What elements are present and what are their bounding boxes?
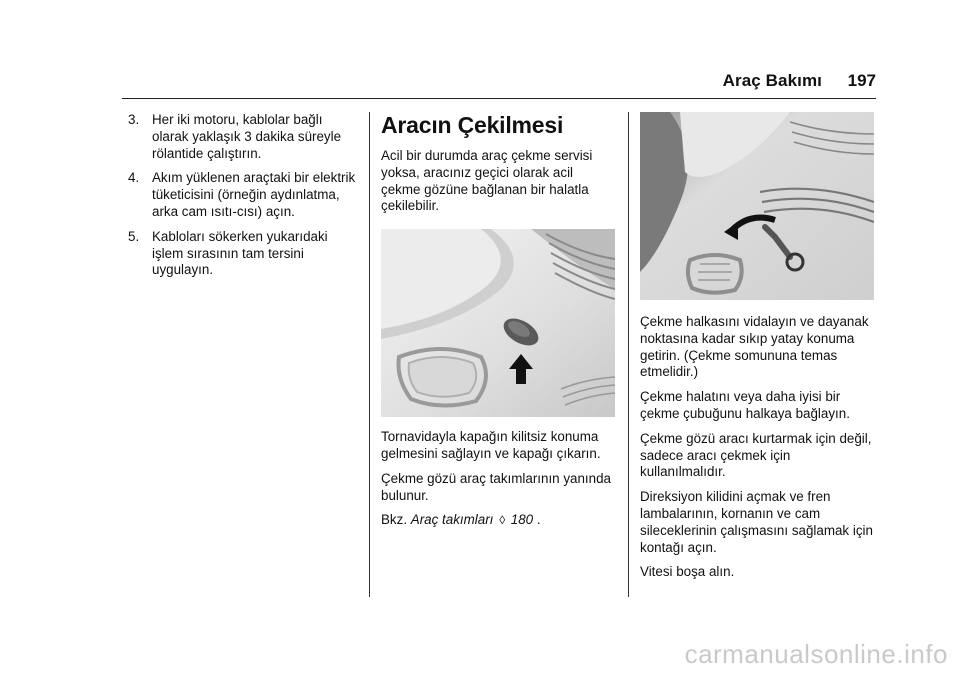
step-text: Akım yüklenen araçtaki bir elektrik tüketicisini (örneğin aydınlatma, arka cam ısıtı-cısı) açın. xyxy=(152,170,356,219)
list-item xyxy=(128,170,356,220)
column-divider-left xyxy=(369,112,370,597)
ref-link-arac-takimlari[interactable]: Araç takımları ◊ 180 xyxy=(410,512,534,528)
step-text: Kabloları sökerken yukarıdaki işlem sırasının tam tersini uygulayın. xyxy=(152,228,328,278)
page-header-title: Araç Bakımı xyxy=(722,71,822,90)
column-divider-right xyxy=(628,112,629,597)
step-number: 4. xyxy=(128,170,140,186)
watermark: carmanualsonline.info xyxy=(684,639,948,669)
instruction-paragraph: Çekme halkasını vidalayın ve dayanak noktasına kadar sıkıp yatay konuma getirin. (Çekme somununa temas etmelidir.) xyxy=(640,314,869,380)
cross-reference xyxy=(381,512,615,529)
steps-list xyxy=(128,112,356,279)
ref-suffix: . xyxy=(536,512,541,528)
instruction-paragraph: Çekme gözü araç takımlarının yanında bulunur. xyxy=(381,470,611,503)
step-number: 3. xyxy=(128,112,140,127)
step-text: Her iki motoru, kablolar bağlı olarak yaklaşık 3 dakika süreyle rölantide çalıştırın. xyxy=(152,112,342,161)
header-rule xyxy=(122,98,876,99)
instruction-paragraph: Çekme halatını veya daha iyisi bir çekme çubuğunu halkaya bağlayın. xyxy=(640,389,850,421)
list-item xyxy=(128,229,356,279)
instruction-paragraph: Çekme gözü aracı kurtarmak için değil, sadece aracı çekmek için kullanılmalıdır. xyxy=(640,430,872,480)
instruction-paragraph: Tornavidayla kapağın kilitsiz konuma gelmesini sağlayın ve kapağı çıkarın. xyxy=(381,429,601,461)
list-item xyxy=(128,112,356,162)
tow-eye-cover-illustration xyxy=(381,229,615,417)
ref-prefix: Bkz. xyxy=(381,512,408,528)
tow-eye-install-illustration xyxy=(640,112,874,300)
instruction-paragraph: Direksiyon kilidini açmak ve fren lambalarının, kornanın ve cam sileceklerinin çalışmasını sağlamak için kontağı açın. xyxy=(640,489,873,555)
page-number: 197 xyxy=(847,71,876,90)
page-ref-icon: ◊ xyxy=(499,513,506,528)
left-column xyxy=(128,112,356,287)
section-heading: Aracın Çekilmesi xyxy=(381,112,564,138)
step-number: 5. xyxy=(128,228,140,244)
intro-paragraph: Acil bir durumda araç çekme servisi yoksa, aracınız geçici olarak acil çekme gözüne bağlanan bir halatla çekilebilir. xyxy=(381,148,593,214)
instruction-paragraph: Vitesi boşa alın. xyxy=(640,564,735,580)
middle-column xyxy=(381,112,615,537)
right-column xyxy=(640,112,876,589)
